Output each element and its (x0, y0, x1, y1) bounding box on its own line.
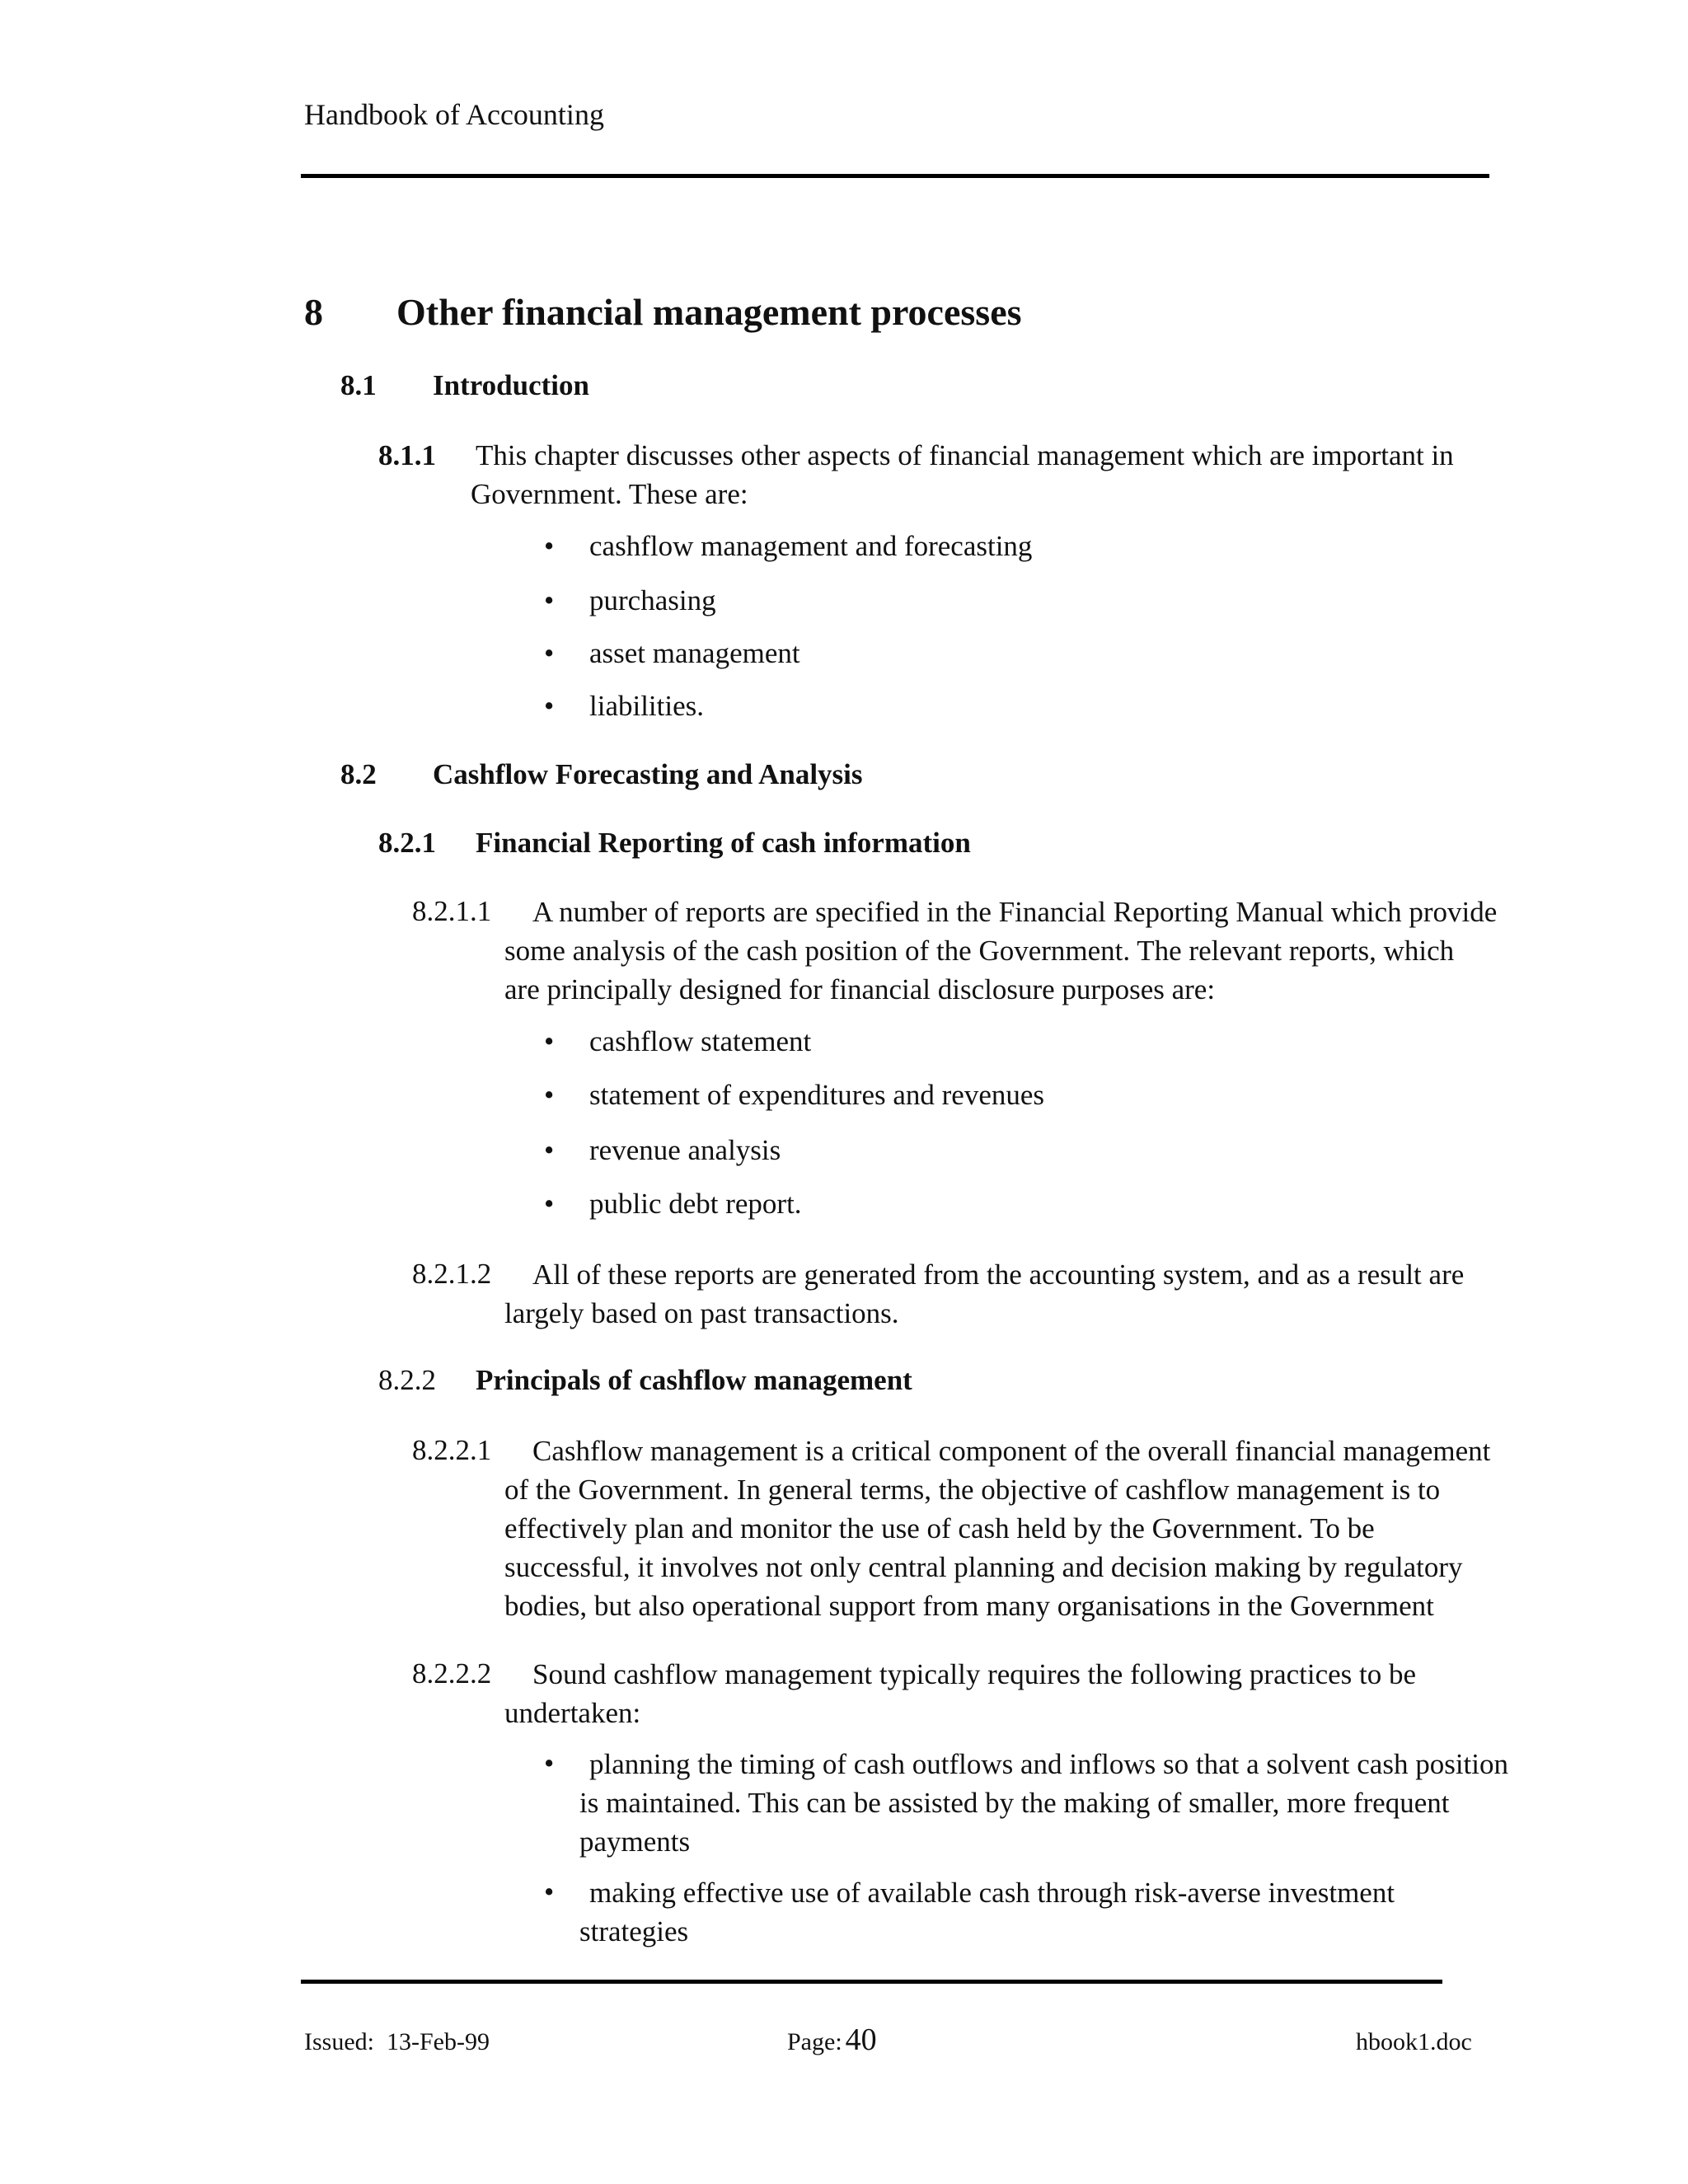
section-8-2-1-title: Financial Reporting of cash information (476, 827, 971, 859)
list-item: public debt report. (589, 1188, 802, 1220)
bullet-icon: • (544, 1747, 555, 1779)
bullet-icon: • (544, 1188, 555, 1220)
list-item: revenue analysis (589, 1134, 781, 1166)
para-8-1-1-line2: Government. These are: (471, 478, 748, 510)
section-8-2-2-number: 8.2.2 (378, 1364, 436, 1396)
bullet-icon: • (544, 1134, 555, 1166)
para-8-2-1-2-line1: All of these reports are generated from the accounting system, and as a result are (532, 1258, 1465, 1291)
para-8-2-2-2-line2: undertaken: (504, 1697, 641, 1729)
section-8-2-title: Cashflow Forecasting and Analysis (433, 758, 863, 790)
list-item-line2: strategies (579, 1915, 689, 1947)
issued-label: Issued: (304, 2028, 374, 2055)
chapter-number: 8 (304, 291, 323, 333)
chapter-title: Other financial management processes (396, 291, 1022, 333)
para-8-1-1-line1: This chapter discusses other aspects of financial management which are important in (476, 439, 1454, 471)
para-8-2-1-1-line1: A number of reports are specified in the Financial Reporting Manual which provide (532, 896, 1498, 928)
footer-issued (304, 2028, 490, 2056)
bullet-icon: • (544, 530, 555, 562)
para-8-2-2-2-line1: Sound cashflow management typically requires the following practices to be (532, 1658, 1417, 1690)
section-8-2-number: 8.2 (340, 758, 377, 790)
section-8-2-1-number: 8.2.1 (378, 827, 436, 859)
list-item-line1: making effective use of available cash through risk-averse investment (589, 1877, 1395, 1909)
bullet-icon: • (544, 584, 555, 616)
bullet-icon: • (544, 1025, 555, 1057)
para-8-2-2-1-number: 8.2.2.1 (412, 1434, 492, 1466)
list-item-line2: is maintained. This can be assisted by the making of smaller, more frequent (579, 1787, 1450, 1819)
para-8-2-2-1-line5: bodies, but also operational support from many organisations in the Government (504, 1590, 1434, 1622)
header-rule (301, 174, 1489, 178)
list-item: asset management (589, 637, 800, 669)
list-item-line1: planning the timing of cash outflows and inflows so that a solvent cash position (589, 1748, 1508, 1780)
bullet-icon: • (544, 1876, 555, 1908)
para-8-2-1-2-number: 8.2.1.2 (412, 1258, 492, 1290)
footer-filename: hbook1.doc (1356, 2028, 1472, 2055)
list-item-line3: payments (579, 1825, 691, 1858)
list-item: cashflow statement (589, 1025, 812, 1057)
para-8-2-1-1-number: 8.2.1.1 (412, 895, 492, 927)
para-8-2-2-1-line1: Cashflow management is a critical component of the overall financial management (532, 1435, 1491, 1467)
para-8-2-2-1-line3: effectively plan and monitor the use of cash held by the Government. To be (504, 1512, 1375, 1544)
list-item: liabilities. (589, 690, 705, 722)
issued-date: 13-Feb-99 (387, 2028, 490, 2055)
section-8-1-title: Introduction (433, 369, 589, 401)
para-8-2-2-1-line2: of the Government. In general terms, the objective of cashflow management is to (504, 1474, 1441, 1506)
para-8-2-1-1-line3: are principally designed for financial disclosure purposes are: (504, 973, 1216, 1005)
bullet-icon: • (544, 1079, 555, 1111)
bullet-icon: • (544, 690, 555, 722)
section-8-2-2-title: Principals of cashflow management (476, 1364, 912, 1396)
para-8-1-1-number: 8.1.1 (378, 439, 436, 471)
list-item: purchasing (589, 584, 716, 616)
bullet-icon: • (544, 637, 555, 669)
page-number: 40 (845, 2022, 877, 2057)
footer-page (787, 2022, 877, 2058)
para-8-2-2-2-number: 8.2.2.2 (412, 1657, 492, 1690)
para-8-2-2-1-line4: successful, it involves not only central planning and decision making by regulatory (504, 1551, 1463, 1583)
page-label: Page: (787, 2028, 842, 2055)
list-item: statement of expenditures and revenues (589, 1079, 1045, 1111)
list-item: cashflow management and forecasting (589, 530, 1033, 562)
para-8-2-1-1-line2: some analysis of the cash position of the Government. The relevant reports, which (504, 935, 1455, 967)
footer-rule (301, 1980, 1442, 1984)
section-8-1-number: 8.1 (340, 369, 377, 401)
para-8-2-1-2-line2: largely based on past transactions. (504, 1297, 899, 1329)
running-header: Handbook of Accounting (304, 98, 604, 131)
